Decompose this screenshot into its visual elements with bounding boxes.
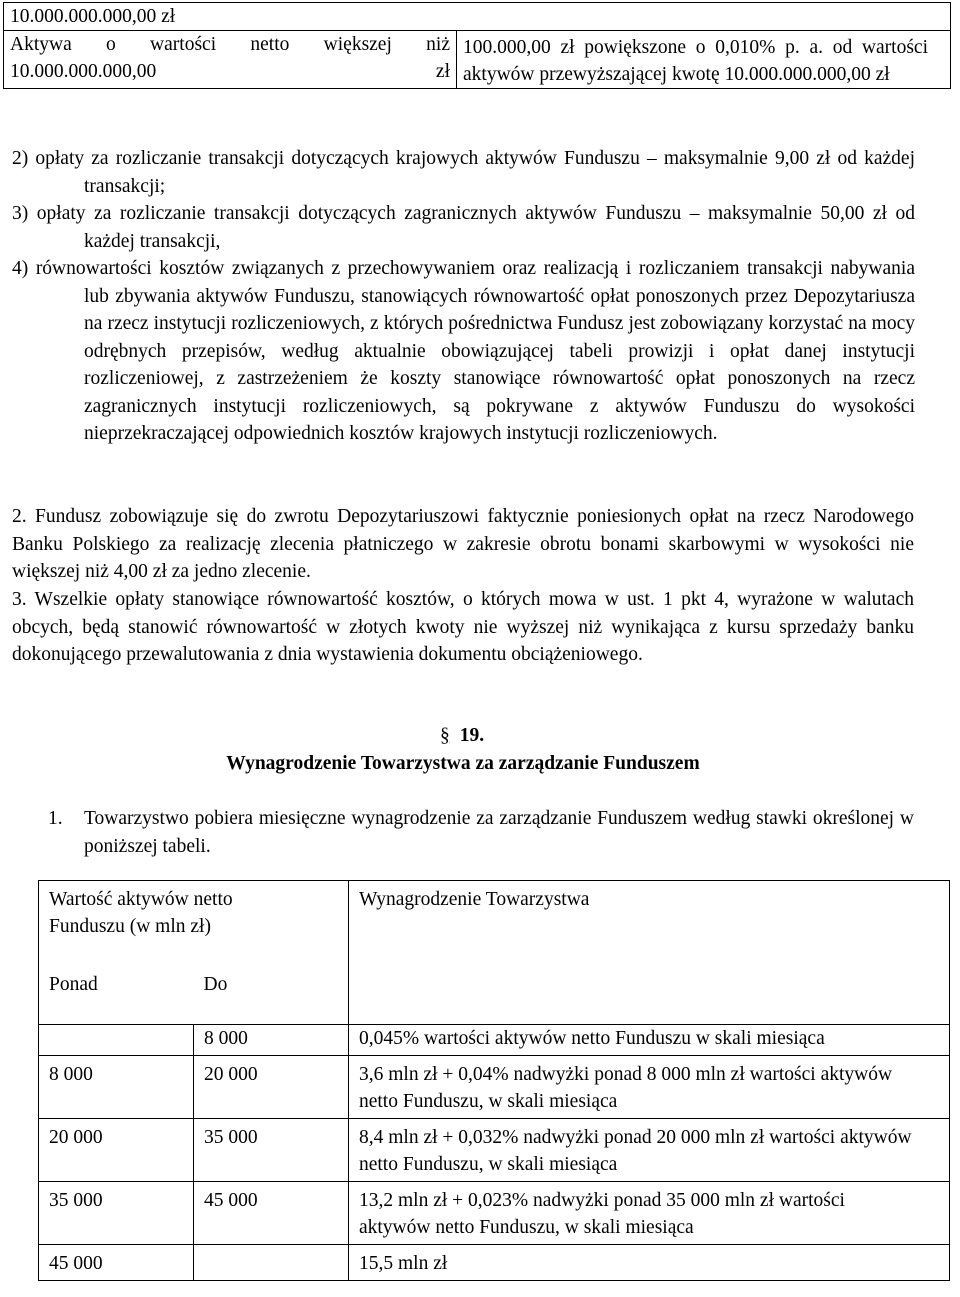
table-row bbox=[4, 3, 951, 31]
table-cell-to: 35 000 bbox=[194, 1119, 349, 1182]
table-cell: 10.000.000.000,00 zł bbox=[4, 3, 951, 31]
header-to: Do bbox=[194, 971, 349, 1025]
list-item-2 bbox=[12, 145, 915, 200]
fee-text: 13,2 mln zł + 0,023% nadwyżki ponad 35 000 mln zł wartości aktywów netto Funduszu, w skali miesiąca bbox=[358, 1190, 845, 1238]
table-cell bbox=[4, 31, 457, 89]
table-header-cell bbox=[39, 881, 349, 972]
section-number bbox=[440, 722, 484, 750]
table-cell-fee bbox=[348, 1056, 949, 1119]
header-from: Ponad bbox=[39, 971, 194, 1025]
table-row bbox=[39, 1056, 950, 1119]
table-cell-to: 20 000 bbox=[194, 1056, 349, 1119]
list-item-text: 4) równowartości kosztów związanych z przechowywaniem oraz realizacją i rozliczaniem transakcji nabywania lub zbywania aktywów Funduszu, stanowiących równowartość opłat ponoszonych przez Depozytariusza na rzecz instytucji rozliczeniowych, z których pośrednictwa Fundusz jest zobowiązany korzystać na mocy odrębnych przepisów, według aktualnie obowiązującej tabeli prowizji i opłat danej instytucji rozliczeniowej, z zastrzeżeniem że koszty stanowiące równowartość opłat ponoszonych na rzecz zagranicznych instytucji rozliczeniowych, są pokrywane z aktywów Funduszu do wysokości nieprzekraczającej odpowiednich kosztów krajowych instytucji rozliczeniowych. bbox=[12, 258, 915, 444]
cell-text: Aktywa o wartości netto większej niż 10.000.000.000,00 zł bbox=[10, 34, 450, 82]
header-assets-label: Wartość aktywów netto Funduszu (w mln zł) bbox=[49, 889, 233, 937]
management-fee-table bbox=[38, 880, 950, 1281]
list-item-3 bbox=[12, 200, 915, 255]
table-cell-from: 35 000 bbox=[39, 1182, 194, 1245]
table-cell-from: 8 000 bbox=[39, 1056, 194, 1119]
section-number-text: 19. bbox=[459, 725, 485, 746]
table-row bbox=[4, 31, 951, 89]
table-cell bbox=[457, 31, 951, 89]
list-item-text: 3) opłaty za rozliczanie transakcji dotyczących zagranicznych aktywów Funduszu – maksymalnie 50,00 zł od każdej transakcji, bbox=[12, 203, 915, 252]
table-row bbox=[39, 1245, 950, 1281]
table-cell-to bbox=[194, 1245, 349, 1281]
table-row bbox=[39, 1182, 950, 1245]
table-header-row bbox=[39, 881, 950, 972]
section-title: Wynagrodzenie Towarzystwa za zarządzanie Funduszem bbox=[226, 753, 700, 774]
table-cell-to: 8 000 bbox=[194, 1025, 349, 1056]
intro-text: Towarzystwo pobiera miesięczne wynagrodzenie za zarządzanie Funduszem według stawki określonej w poniższej tabeli. bbox=[84, 808, 914, 857]
table-cell-fee: 0,045% wartości aktywów netto Funduszu w skali miesiąca bbox=[348, 1025, 949, 1056]
section-symbol: § bbox=[440, 725, 450, 746]
table-cell-from bbox=[39, 1025, 194, 1056]
table-cell-fee: 15,5 mln zł bbox=[348, 1245, 949, 1281]
intro-number: 1. bbox=[48, 808, 63, 829]
list-item-text: 2) opłaty za rozliczanie transakcji dotyczących krajowych aktywów Funduszu – maksymalnie 9,00 zł od każdej transakcji; bbox=[12, 148, 915, 197]
fee-text: 8,4 mln zł + 0,032% nadwyżki ponad 20 000 mln zł wartości aktywów netto Funduszu, w skali miesiąca bbox=[358, 1127, 912, 1175]
table-row bbox=[39, 1025, 950, 1056]
table-header-cell: Wynagrodzenie Towarzystwa bbox=[348, 881, 949, 1025]
paragraph-2: 2. Fundusz zobowiązuje się do zwrotu Depozytariuszowi faktycznie poniesionych opłat na rzecz Narodowego Banku Polskiego za realizację zlecenia płatniczego w zakresie obrotu bonami skarbowymi w wysokości nie większej niż 4,00 zł za jedno zlecenie. bbox=[12, 506, 914, 582]
table-row bbox=[39, 1119, 950, 1182]
paragraph-3: 3. Wszelkie opłaty stanowiące równowartość kosztów, o których mowa w ust. 1 pkt 4, wyrażone w walutach obcych, będą stanowić równowartość w złotych kwoty nie wyższej niż wynikająca z kursu sprzedaży banku dokonującego przewalutowania z dnia wystawienia dokumentu obciążeniowego. bbox=[12, 589, 914, 665]
table-cell-to: 45 000 bbox=[194, 1182, 349, 1245]
list-item-4 bbox=[12, 255, 915, 448]
fee-text: 3,6 mln zł + 0,04% nadwyżki ponad 8 000 mln zł wartości aktywów netto Funduszu, w skali miesiąca bbox=[358, 1064, 893, 1112]
table-cell-from: 20 000 bbox=[39, 1119, 194, 1182]
fee-tier-table-continued bbox=[3, 2, 951, 89]
cell-text: 100.000,00 zł powiększone o 0,010% p. a. od wartości aktywów przewyższającej kwotę 10.000.000.000,00 zł bbox=[463, 37, 928, 85]
table-cell-from: 45 000 bbox=[39, 1245, 194, 1281]
table-cell-fee bbox=[348, 1182, 949, 1245]
table-cell-fee bbox=[348, 1119, 949, 1182]
